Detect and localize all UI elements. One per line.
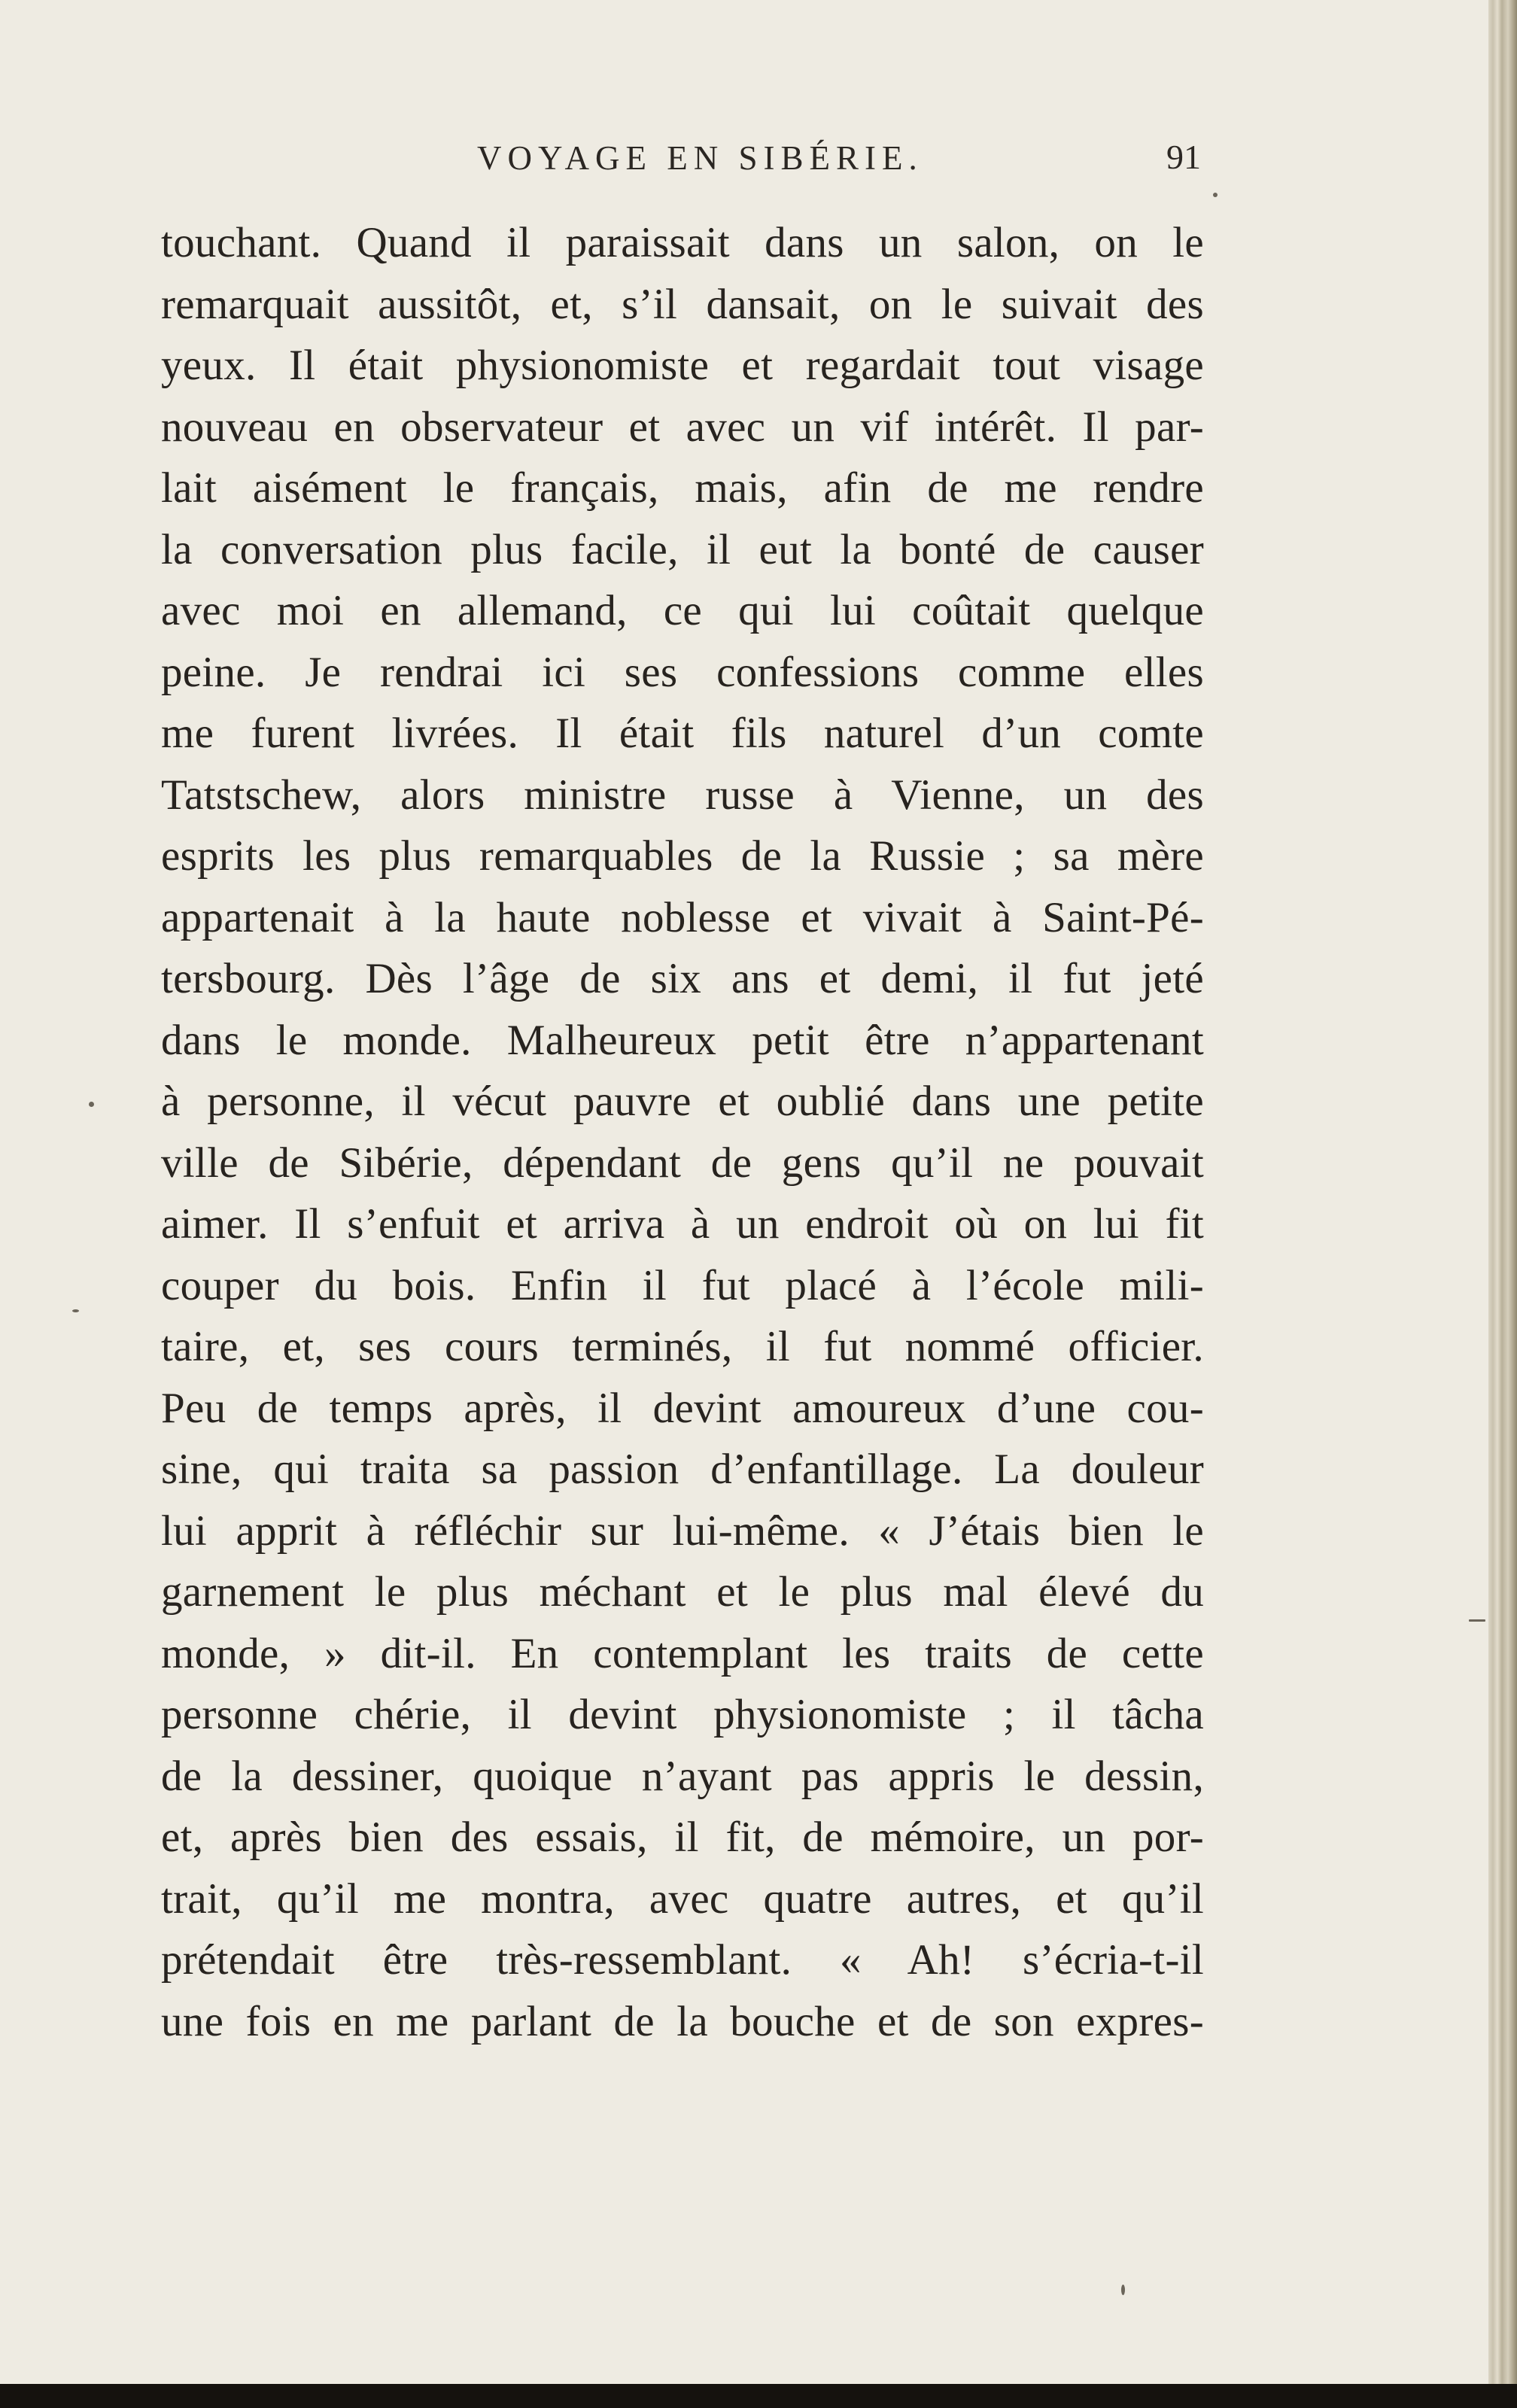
text-line: taire, et, ses cours terminés, il fut nommé officier. (161, 1323, 1204, 1370)
scan-border (0, 2384, 1517, 2408)
text-line: une fois en me parlant de la bouche et de son expres- (161, 1997, 1204, 2045)
text-line: sine, qui traita sa passion d’enfantillage. La douleur (161, 1446, 1204, 1493)
text-line: avec moi en allemand, ce qui lui coûtait quelque (161, 587, 1204, 634)
text-line: lait aisément le français, mais, afin de me rendre (161, 464, 1204, 512)
paper-speck (1121, 2285, 1125, 2295)
text-line: de la dessiner, quoique n’ayant pas appris le dessin, (161, 1752, 1204, 1800)
text-line: peine. Je rendrai ici ses confessions comme elles (161, 648, 1204, 696)
text-line: prétendait être très-ressemblant. « Ah! s’écria-t-il (161, 1936, 1204, 1984)
text-line: Tatstschew, alors ministre russe à Vienne, un des (161, 771, 1204, 819)
running-title: VOYAGE EN SIBÉRIE. (477, 139, 923, 177)
page-header (163, 134, 1201, 187)
text-line: dans le monde. Malheureux petit être n’appartenant (161, 1016, 1204, 1064)
paper-speck (1213, 193, 1218, 197)
text-line: garnement le plus méchant et le plus mal élevé du (161, 1568, 1204, 1616)
text-line: yeux. Il était physionomiste et regardait tout visage (161, 342, 1204, 389)
text-line: aimer. Il s’enfuit et arriva à un endroit où on lui fit (161, 1200, 1204, 1248)
text-line: esprits les plus remarquables de la Russie ; sa mère (161, 832, 1204, 880)
text-line: monde, » dit-il. En contemplant les traits de cette (161, 1629, 1204, 1677)
text-line: lui apprit à réfléchir sur lui-même. « J’étais bien le (161, 1507, 1204, 1555)
text-line: touchant. Quand il paraissait dans un salon, on le (161, 219, 1204, 266)
text-line: remarquait aussitôt, et, s’il dansait, on le suivait des (161, 280, 1204, 328)
page-edge (1488, 0, 1517, 2408)
paper-speck (72, 1309, 79, 1312)
paper-speck (1469, 1619, 1485, 1622)
text-line: appartenait à la haute noblesse et vivait à Saint-Pé- (161, 893, 1204, 941)
text-line: à personne, il vécut pauvre et oublié dans une petite (161, 1078, 1204, 1125)
text-line: personne chérie, il devint physionomiste ; il tâcha (161, 1691, 1204, 1738)
text-line: tersbourg. Dès l’âge de six ans et demi, il fut jeté (161, 955, 1204, 1002)
text-line: me furent livrées. Il était fils naturel d’un comte (161, 710, 1204, 757)
text-line: et, après bien des essais, il fit, de mémoire, un por- (161, 1814, 1204, 1861)
text-line: trait, qu’il me montra, avec quatre autres, et qu’il (161, 1874, 1204, 1923)
page-number: 91 (1166, 138, 1201, 176)
body-text (161, 212, 1204, 2052)
text-line: Peu de temps après, il devint amoureux d’une cou- (161, 1384, 1204, 1432)
text-line: la conversation plus facile, il eut la bonté de causer (161, 525, 1204, 573)
paper-speck (89, 1102, 94, 1107)
text-line: nouveau en observateur et avec un vif intérêt. Il par- (161, 403, 1204, 451)
text-line: ville de Sibérie, dépendant de gens qu’il ne pouvait (161, 1139, 1204, 1187)
text-line: couper du bois. Enfin il fut placé à l’école mili- (161, 1261, 1204, 1309)
